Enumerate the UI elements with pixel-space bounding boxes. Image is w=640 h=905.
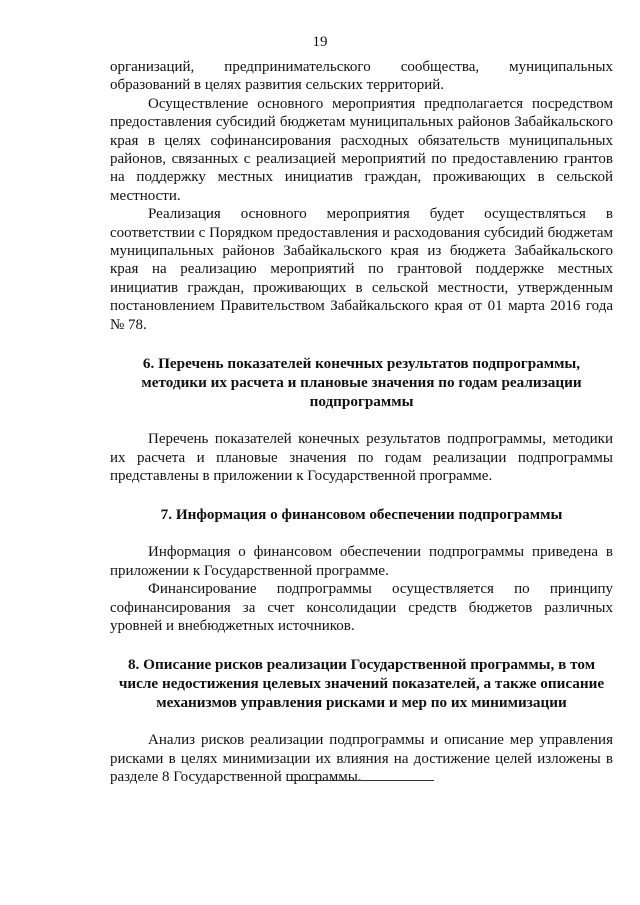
- page-number: 19: [312, 34, 328, 50]
- spacer: [110, 334, 613, 354]
- paragraph-continuation: организаций, предпринимательского сообщества, муниципальных образований в целях развития сельских территорий.: [110, 59, 613, 94]
- spacer: [110, 712, 613, 731]
- section-7-heading: 7. Информация о финансовом обеспечении подпрограммы: [160, 506, 563, 524]
- section-6-heading: 6. Перечень показателей конечных результатов подпрограммы, методики их расчета и плановые значения по годам реализации подпрограммы: [141, 355, 582, 411]
- section-7-text-1: Информация о финансовом обеспечении подпрограммы приведена в приложении к Государственной программе.: [110, 544, 613, 579]
- spacer: [110, 411, 613, 430]
- spacer: [110, 635, 613, 655]
- paragraph-implementation: Реализация основного мероприятия будет осуществляться в соответствии с Порядком предоставления и расходования субсидий бюджетам муниципальных районов Забайкальского края из бюджета Забайкальского края на реализацию мероприятий по грантовой поддержке местных инициатив граждан, проживающих в сельской местности, утвержденным постановлением Правительством Забайкальского края от 01 марта 2016 года № 78.: [110, 206, 613, 333]
- paragraph-mechanism: Осуществление основного мероприятия предполагается посредством предоставления субсидий бюджетам муниципальных районов Забайкальского края в целях софинансирования расходных обязательств муниципальных районов, связанных с реализацией мероприятий по предоставлению грантов на поддержку местных инициатив граждан, проживающих в сельской местности.: [110, 95, 613, 204]
- section-8-text: Анализ рисков реализации подпрограммы и описание мер управления рисками в целях минимизации их влияния на достижение целей изложены в разделе 8 Государственной программы.: [110, 732, 613, 786]
- section-7-text-2: Финансирование подпрограммы осуществляется по принципу софинансирования за счет консолидации средств бюджетов различных уровней и внебюджетных источников.: [110, 581, 613, 634]
- document-body: [110, 58, 613, 787]
- spacer: [110, 485, 613, 505]
- closing-line: [287, 780, 434, 781]
- spacer: [110, 524, 613, 543]
- section-6-text: Перечень показателей конечных результатов подпрограммы, методики их расчета и плановые значения по годам реализации подпрограммы представлены в приложении к Государственной программе.: [110, 431, 613, 484]
- section-8-heading: 8. Описание рисков реализации Государственной программы, в том числе недостижения целевых значений показателей, а также описание механизмов управления рисками и мер по их минимизации: [118, 656, 605, 712]
